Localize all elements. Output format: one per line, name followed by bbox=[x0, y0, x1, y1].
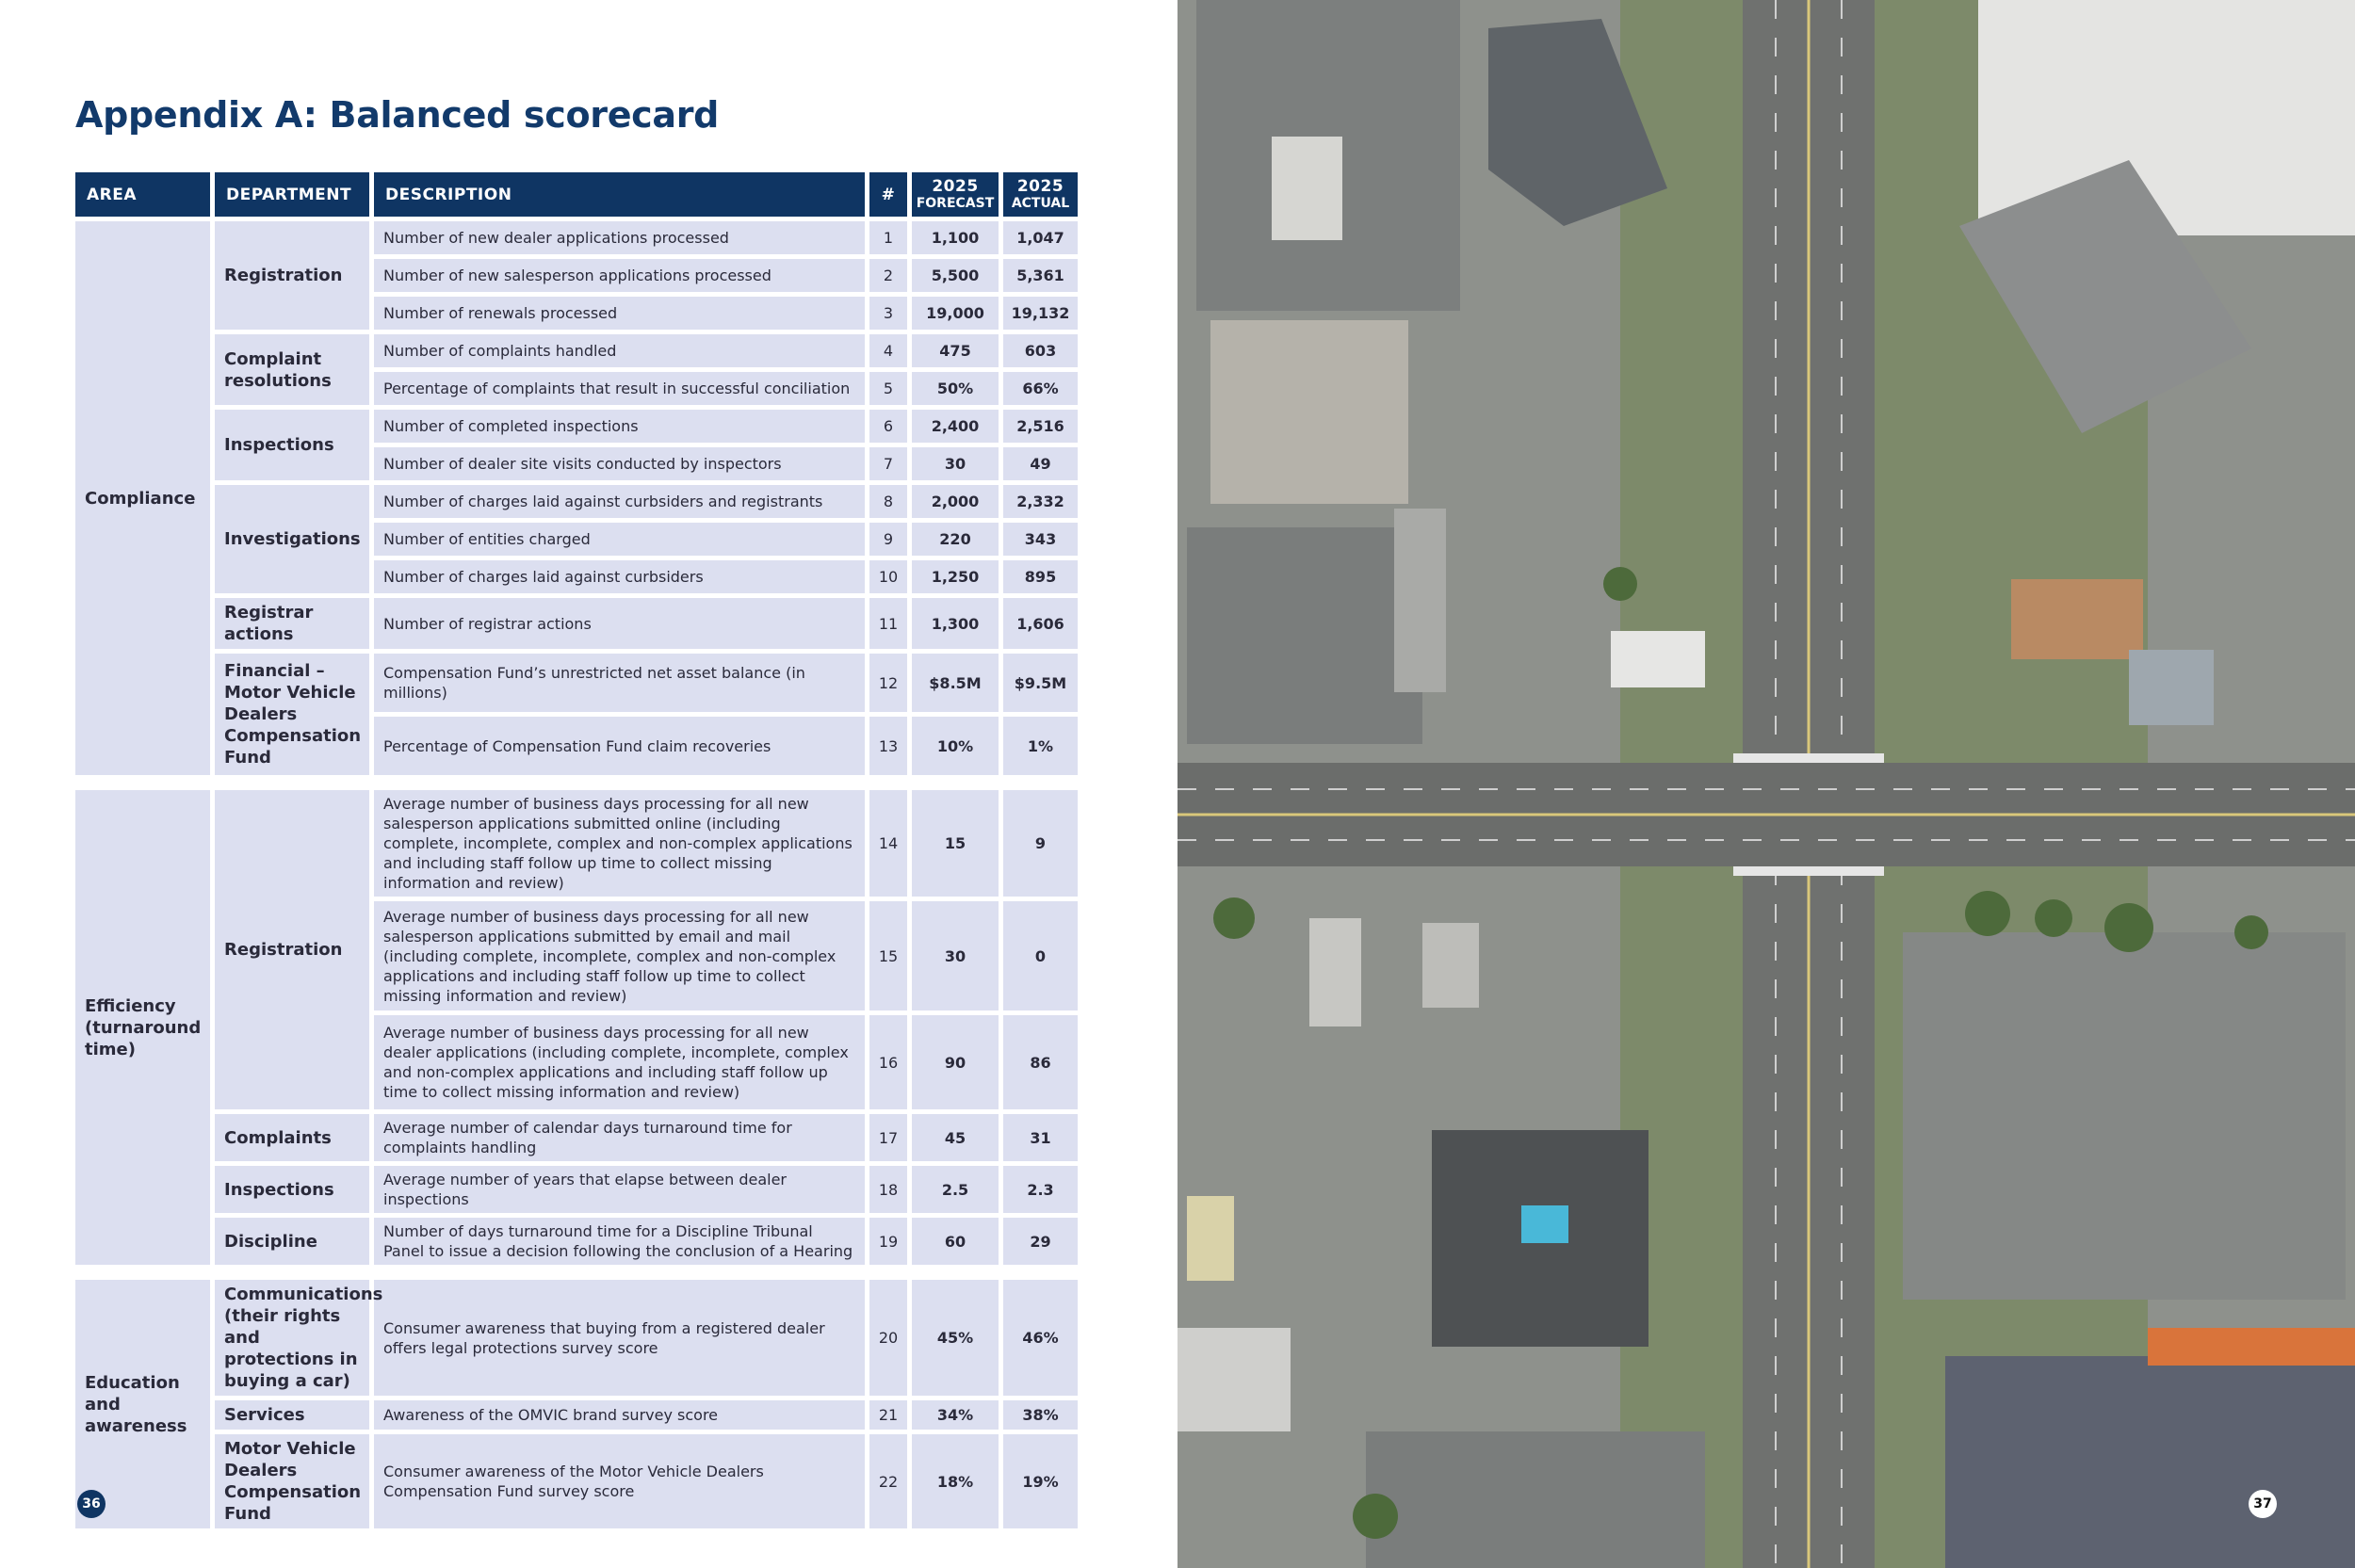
index-cell: 15 bbox=[869, 901, 907, 1010]
index-cell: 17 bbox=[869, 1114, 907, 1161]
index-cell: 14 bbox=[869, 790, 907, 897]
forecast-cell: 475 bbox=[912, 334, 999, 367]
forecast-cell: 5,500 bbox=[912, 259, 999, 292]
table-row bbox=[75, 1166, 1078, 1213]
description-cell: Number of days turnaround time for a Discipline Tribunal Panel to issue a decision following the conclusion of a Hearing bbox=[374, 1218, 865, 1265]
index-cell: 11 bbox=[869, 598, 907, 649]
forecast-cell: 15 bbox=[912, 790, 999, 897]
forecast-cell: 34% bbox=[912, 1400, 999, 1430]
actual-cell: 895 bbox=[1003, 560, 1078, 593]
forecast-cell: 2.5 bbox=[912, 1166, 999, 1213]
actual-cell: 29 bbox=[1003, 1218, 1078, 1265]
table-row bbox=[75, 1400, 1078, 1430]
dept-cell-complaints: Complaints bbox=[215, 1114, 369, 1161]
description-cell: Number of charges laid against curbsiders bbox=[374, 560, 865, 593]
table-row bbox=[75, 334, 1078, 367]
actual-cell: 603 bbox=[1003, 334, 1078, 367]
dept-cell-inspections-turnaround: Inspections bbox=[215, 1166, 369, 1213]
forecast-cell: 2,400 bbox=[912, 410, 999, 443]
table-row bbox=[75, 790, 1078, 897]
dept-cell-discipline: Discipline bbox=[215, 1218, 369, 1265]
actual-cell: 19% bbox=[1003, 1434, 1078, 1528]
actual-cell: 1% bbox=[1003, 717, 1078, 775]
forecast-cell: 19,000 bbox=[912, 297, 999, 330]
dept-cell-mvd-fund: Motor Vehicle Dealers Compensation Fund bbox=[215, 1434, 369, 1528]
table-row bbox=[75, 654, 1078, 712]
actual-cell: 2,516 bbox=[1003, 410, 1078, 443]
description-cell: Number of new dealer applications processed bbox=[374, 221, 865, 254]
forecast-cell: 90 bbox=[912, 1015, 999, 1109]
forecast-cell: 45% bbox=[912, 1280, 999, 1396]
header-actual-label: ACTUAL bbox=[1011, 195, 1070, 211]
actual-cell: 49 bbox=[1003, 447, 1078, 480]
forecast-cell: 30 bbox=[912, 901, 999, 1010]
index-cell: 21 bbox=[869, 1400, 907, 1430]
index-cell: 20 bbox=[869, 1280, 907, 1396]
header-forecast bbox=[912, 172, 999, 217]
forecast-cell: $8.5M bbox=[912, 654, 999, 712]
table-row bbox=[75, 410, 1078, 443]
spacer-cell bbox=[75, 1269, 1078, 1275]
dept-cell-communications: Communications (their rights and protections in buying a car) bbox=[215, 1280, 369, 1396]
area-cell-efficiency: Efficiency (turnaround time) bbox=[75, 790, 210, 1265]
table-row bbox=[75, 1218, 1078, 1265]
spacer-cell bbox=[75, 780, 1078, 785]
index-cell: 5 bbox=[869, 372, 907, 405]
index-cell: 16 bbox=[869, 1015, 907, 1109]
index-cell: 19 bbox=[869, 1218, 907, 1265]
header-area: AREA bbox=[75, 172, 210, 217]
actual-cell: 1,047 bbox=[1003, 221, 1078, 254]
description-cell: Number of new salesperson applications processed bbox=[374, 259, 865, 292]
actual-cell: 19,132 bbox=[1003, 297, 1078, 330]
forecast-cell: 2,000 bbox=[912, 485, 999, 518]
section-spacer bbox=[75, 780, 1078, 785]
forecast-cell: 1,300 bbox=[912, 598, 999, 649]
actual-cell: 31 bbox=[1003, 1114, 1078, 1161]
description-cell: Number of complaints handled bbox=[374, 334, 865, 367]
forecast-cell: 45 bbox=[912, 1114, 999, 1161]
header-description: DESCRIPTION bbox=[374, 172, 865, 217]
description-cell: Number of renewals processed bbox=[374, 297, 865, 330]
header-index: # bbox=[869, 172, 907, 217]
dept-cell-complaint-resolutions: Complaint resolutions bbox=[215, 334, 369, 405]
dept-cell-inspections: Inspections bbox=[215, 410, 369, 480]
header-actual-year: 2025 bbox=[1016, 176, 1064, 196]
balanced-scorecard-table bbox=[71, 168, 1082, 1533]
table-header-row bbox=[75, 172, 1078, 217]
page-number-right: 37 bbox=[2249, 1490, 2277, 1518]
area-cell-compliance: Compliance bbox=[75, 221, 210, 775]
index-cell: 18 bbox=[869, 1166, 907, 1213]
actual-cell: 2,332 bbox=[1003, 485, 1078, 518]
actual-cell: 86 bbox=[1003, 1015, 1078, 1109]
header-forecast-label: FORECAST bbox=[916, 195, 995, 211]
table-row bbox=[75, 1280, 1078, 1396]
forecast-cell: 18% bbox=[912, 1434, 999, 1528]
actual-cell: 1,606 bbox=[1003, 598, 1078, 649]
index-cell: 4 bbox=[869, 334, 907, 367]
actual-cell: 2.3 bbox=[1003, 1166, 1078, 1213]
table-row bbox=[75, 598, 1078, 649]
actual-cell: $9.5M bbox=[1003, 654, 1078, 712]
description-cell: Average number of business days processing for all new salesperson applications submitted by email and mail (including complete, incomplete, complex and non-complex applications and including staff follow up time to collect missing information and review) bbox=[374, 901, 865, 1010]
forecast-cell: 1,250 bbox=[912, 560, 999, 593]
description-cell: Number of completed inspections bbox=[374, 410, 865, 443]
actual-cell: 9 bbox=[1003, 790, 1078, 897]
page-title: Appendix A: Balanced scorecard bbox=[75, 94, 720, 136]
description-cell: Percentage of Compensation Fund claim recoveries bbox=[374, 717, 865, 775]
index-cell: 6 bbox=[869, 410, 907, 443]
description-cell: Compensation Fund’s unrestricted net asset balance (in millions) bbox=[374, 654, 865, 712]
description-cell: Consumer awareness of the Motor Vehicle Dealers Compensation Fund survey score bbox=[374, 1434, 865, 1528]
actual-cell: 343 bbox=[1003, 523, 1078, 556]
forecast-cell: 220 bbox=[912, 523, 999, 556]
index-cell: 8 bbox=[869, 485, 907, 518]
area-cell-education: Education and awareness bbox=[75, 1280, 210, 1528]
index-cell: 1 bbox=[869, 221, 907, 254]
index-cell: 22 bbox=[869, 1434, 907, 1528]
forecast-cell: 1,100 bbox=[912, 221, 999, 254]
dept-cell-registration: Registration bbox=[215, 221, 369, 330]
forecast-cell: 60 bbox=[912, 1218, 999, 1265]
description-cell: Consumer awareness that buying from a registered dealer offers legal protections survey score bbox=[374, 1280, 865, 1396]
index-cell: 10 bbox=[869, 560, 907, 593]
aerial-intersection-photo bbox=[1178, 0, 2355, 1568]
actual-cell: 66% bbox=[1003, 372, 1078, 405]
index-cell: 7 bbox=[869, 447, 907, 480]
table-row bbox=[75, 1114, 1078, 1161]
actual-cell: 5,361 bbox=[1003, 259, 1078, 292]
description-cell: Percentage of complaints that result in successful conciliation bbox=[374, 372, 865, 405]
description-cell: Average number of business days processing for all new dealer applications (including complete, incomplete, complex and non-complex applications and including staff follow up time to collect missing information and review) bbox=[374, 1015, 865, 1109]
dept-cell-registration-turnaround: Registration bbox=[215, 790, 369, 1109]
dept-cell-registrar-actions: Registrar actions bbox=[215, 598, 369, 649]
description-cell: Average number of years that elapse between dealer inspections bbox=[374, 1166, 865, 1213]
description-cell: Number of entities charged bbox=[374, 523, 865, 556]
description-cell: Average number of business days processing for all new salesperson applications submitted online (including complete, incomplete, complex and non-complex applications and including staff follow up time to collect missing information and review) bbox=[374, 790, 865, 897]
table-row bbox=[75, 1434, 1078, 1528]
index-cell: 3 bbox=[869, 297, 907, 330]
dept-cell-financial-fund: Financial – Motor Vehicle Dealers Compensation Fund bbox=[215, 654, 369, 775]
index-cell: 2 bbox=[869, 259, 907, 292]
index-cell: 12 bbox=[869, 654, 907, 712]
dept-cell-services: Services bbox=[215, 1400, 369, 1430]
header-department: DEPARTMENT bbox=[215, 172, 369, 217]
aerial-photo-page bbox=[1178, 0, 2355, 1568]
actual-cell: 0 bbox=[1003, 901, 1078, 1010]
description-cell: Number of charges laid against curbsiders and registrants bbox=[374, 485, 865, 518]
actual-cell: 46% bbox=[1003, 1280, 1078, 1396]
actual-cell: 38% bbox=[1003, 1400, 1078, 1430]
forecast-cell: 50% bbox=[912, 372, 999, 405]
index-cell: 9 bbox=[869, 523, 907, 556]
forecast-cell: 30 bbox=[912, 447, 999, 480]
dept-cell-investigations: Investigations bbox=[215, 485, 369, 593]
forecast-cell: 10% bbox=[912, 717, 999, 775]
index-cell: 13 bbox=[869, 717, 907, 775]
header-forecast-year: 2025 bbox=[932, 176, 979, 196]
description-cell: Awareness of the OMVIC brand survey score bbox=[374, 1400, 865, 1430]
header-actual bbox=[1003, 172, 1078, 217]
table-row bbox=[75, 485, 1078, 518]
section-spacer bbox=[75, 1269, 1078, 1275]
description-cell: Number of dealer site visits conducted by inspectors bbox=[374, 447, 865, 480]
description-cell: Number of registrar actions bbox=[374, 598, 865, 649]
page-number-left: 36 bbox=[77, 1490, 106, 1518]
description-cell: Average number of calendar days turnaround time for complaints handling bbox=[374, 1114, 865, 1161]
table-row bbox=[75, 221, 1078, 254]
